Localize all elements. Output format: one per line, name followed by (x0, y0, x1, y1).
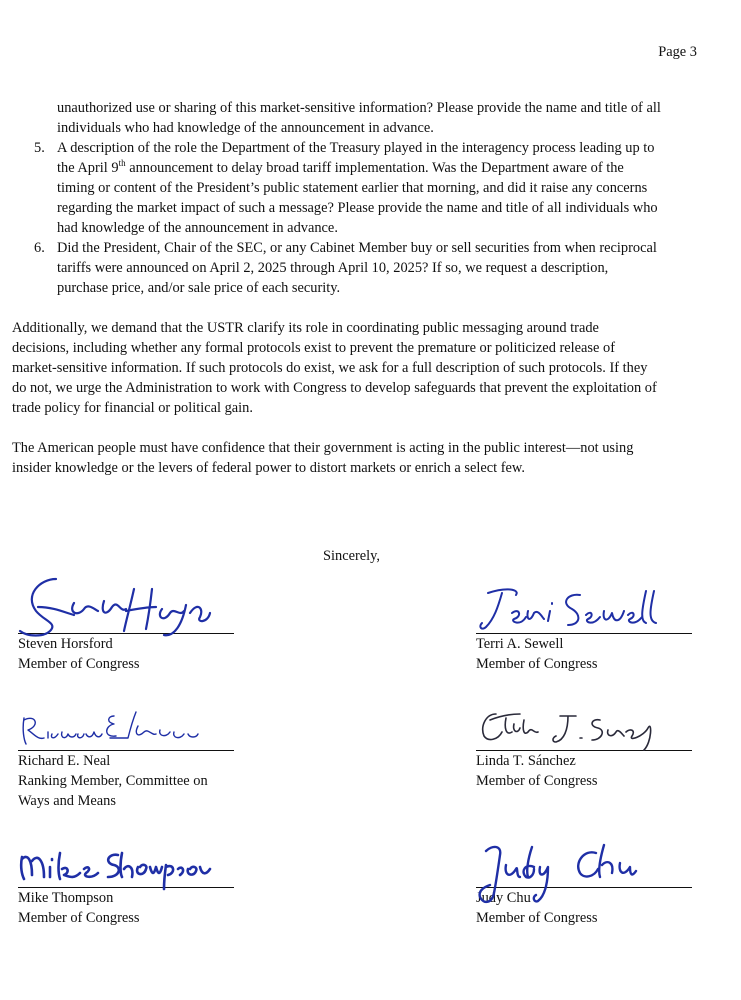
question-list (12, 98, 702, 298)
handwritten-signature (476, 706, 676, 756)
signatory-name: Judy Chu (476, 890, 531, 906)
text-line: regarding the market impact of such a message? Please provide the name and title of all individuals who (57, 200, 658, 216)
signatory-title: Member of Congress (476, 773, 598, 789)
text-line: Did the President, Chair of the SEC, or any Cabinet Member buy or sell securities from when reciprocal (57, 240, 657, 256)
signature-block-neal (18, 750, 234, 811)
signatory-name: Richard E. Neal (18, 753, 111, 769)
signatory-name: Terri A. Sewell (476, 636, 564, 652)
text-line: announcement to delay broad tariff implementation. Was the Department aware of the (129, 160, 624, 176)
page-number: Page 3 (658, 44, 697, 60)
date-text: the April 9 (57, 160, 119, 176)
handwritten-signature (14, 573, 214, 643)
list-number: 6. (34, 240, 45, 256)
text-line: trade policy for financial or political gain. (12, 400, 253, 416)
text-line: Additionally, we demand that the USTR clarify its role in coordinating public messaging around trade (12, 320, 599, 336)
signatory-name: Linda T. Sánchez (476, 753, 576, 769)
handwritten-signature (476, 839, 676, 919)
signatory-title: Ranking Member, Committee on (18, 773, 208, 789)
text-line: do not, we urge the Administration to work with Congress to develop safeguards that prevent the exploitation of (12, 380, 657, 396)
signatory-title: Ways and Means (18, 793, 116, 809)
list-number: 5. (34, 140, 45, 156)
text-line: A description of the role the Department of the Treasury played in the interagency process leading up to (57, 140, 655, 156)
text-line: had knowledge of the announcement in advance. (57, 220, 338, 236)
signatory-title: Member of Congress (476, 910, 598, 926)
signature-block-chu (476, 887, 692, 928)
letter-body (12, 98, 702, 478)
signature-block-sewell (476, 633, 692, 674)
signature-block-sanchez (476, 750, 692, 791)
closing: Sincerely, (323, 548, 381, 564)
text-line: individuals who had knowledge of the announcement in advance. (57, 120, 434, 136)
text-line: insider knowledge or the levers of federal power to distort markets or enrich a select few. (12, 460, 525, 476)
text-line: market-sensitive information. If such protocols do exist, we ask for a full description of such protocols. If they (12, 360, 648, 376)
text-line: purchase price, and/or sale price of each security. (57, 280, 341, 296)
signature-block-thompson (18, 887, 234, 928)
handwritten-signature (18, 845, 218, 895)
question-item-5 (12, 138, 702, 238)
text-line: timing or content of the President’s public statement earlier that morning, and did it raise any concerns (57, 180, 648, 196)
signature-block-horsford (18, 633, 234, 674)
text-line: unauthorized use or sharing of this market-sensitive information? Please provide the name and title of all (57, 100, 661, 116)
continued-question (12, 98, 702, 138)
signatory-name: Steven Horsford (18, 636, 113, 652)
date-superscript: th (118, 158, 126, 169)
text-line: tariffs were announced on April 2, 2025 through April 10, 2025? If so, we request a description, (57, 260, 609, 276)
signatory-name: Mike Thompson (18, 890, 114, 906)
paragraph-ustr (12, 318, 702, 418)
paragraph-confidence (12, 438, 702, 478)
handwritten-signature (18, 708, 218, 758)
signatory-title: Member of Congress (18, 656, 140, 672)
question-item-6 (12, 238, 702, 298)
signatory-title: Member of Congress (476, 656, 598, 672)
text-line: The American people must have confidence that their government is acting in the public interest—not using (12, 440, 634, 456)
text-line: decisions, including whether any formal protocols exist to prevent the premature or politicized release of (12, 340, 616, 356)
handwritten-signature (476, 583, 676, 643)
signatory-title: Member of Congress (18, 910, 140, 926)
